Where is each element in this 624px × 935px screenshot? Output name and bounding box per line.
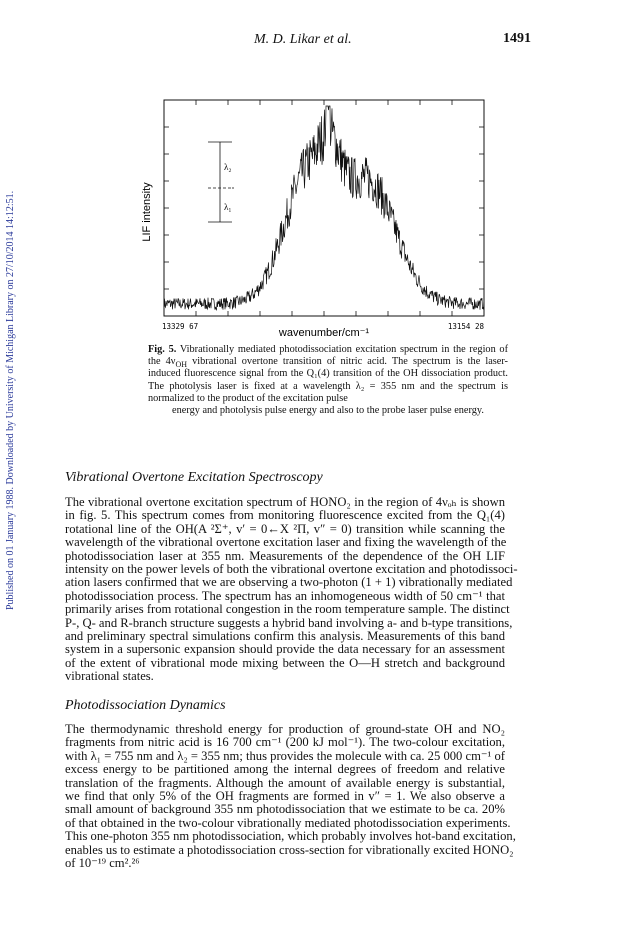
- paragraph-line: primarily arises from rotational congestion in the room temperature sample. The distinct: [65, 602, 510, 617]
- y-axis-label: LIF intensity: [141, 182, 153, 242]
- paragraph-line: rotational line of the OH(A ²Σ⁺, v′ = 0←X ²Π, v″ = 0) transition while scanning the: [65, 521, 505, 536]
- paragraph-line: This one-photon 355 nm photodissociation, which probably involves hot-band excitation,: [65, 829, 516, 844]
- paragraph-line: we find that only 5% of the OH fragments are formed in v″ = 1. We also observe a: [65, 789, 505, 804]
- paragraph-line: excess energy to be partitioned among the internal degrees of freedom and relative: [65, 762, 505, 777]
- wavelength-marker: [208, 142, 236, 222]
- section-body-dynamics: [65, 722, 516, 871]
- spectrum-figure: [0, 0, 624, 340]
- x-tick-label-left: 13329 67: [162, 322, 199, 331]
- caption-line-1: Vibrationally mediated photodissociation excitation spectrum in the region of the 4ν: [148, 344, 509, 368]
- paragraph-line: translation of the fragments. Although the amount of available energy is substantial,: [65, 775, 505, 790]
- lambda1-label: λ₁: [224, 202, 232, 212]
- paragraph-line: P-, Q- and R-branch structure suggests a hybrid band involving a- and b-type transitions,: [65, 615, 513, 630]
- paragraph-line: of 10⁻¹⁹ cm².²⁶: [65, 856, 140, 871]
- caption-line-5: energy and photolysis pulse energy and also to the probe laser pulse energy.: [172, 405, 484, 417]
- page-number: 1491: [503, 31, 531, 46]
- paragraph-line: photodissociation laser at 355 nm. Measurements of the dependence of the OH LIF: [65, 548, 505, 563]
- paragraph-line: fragments from nitric acid is 16 700 cm⁻¹ (200 kJ mol⁻¹). The two-colour excitation,: [65, 735, 505, 750]
- paragraph-line: in fig. 5. This spectrum comes from monitoring fluorescence excited from the Q₁(4): [65, 508, 505, 523]
- paragraph-line: ation lasers confirmed that we are observing a two-photon (1 + 1) vibrationally mediated: [65, 575, 513, 590]
- paragraph-line: small amount of background 355 nm photodissociation that we estimate to be ca. 20%: [65, 802, 505, 817]
- section-heading-overtone: Vibrational Overtone Excitation Spectroscopy: [65, 470, 323, 485]
- x-axis-label: wavenumber/cm⁻¹: [278, 327, 370, 339]
- lambda2-label: λ₂: [224, 162, 232, 172]
- caption-oh-subscript: OH: [175, 360, 188, 370]
- section-heading-dynamics: Photodissociation Dynamics: [65, 698, 226, 713]
- spectrum-trace: [164, 106, 484, 310]
- caption-label: Fig. 5.: [148, 344, 177, 355]
- paragraph-line: and preliminary spectral simulations confirm this analysis. Measurements of this band: [65, 629, 505, 644]
- x-tick-label-right: 13154 28: [447, 322, 484, 331]
- paragraph-line: vibrational states.: [65, 669, 154, 684]
- paragraph-line: wavelength of the vibrational overtone excitation laser and fixing the wavelength of the: [65, 535, 507, 550]
- paragraph-line: system in a supersonic expansion should provide the data necessary for an assessment: [65, 642, 505, 657]
- download-watermark: Published on 01 January 1988. Downloaded by University of Michigan Library on 27/10/2014 14:12:51.: [5, 190, 16, 610]
- paragraph-line: of that obtained in the two-colour vibrationally mediated photodissociation experiments.: [65, 815, 511, 830]
- caption-line-3: from the Q₁(4) transition of the OH dissociation product. The photolysis laser is fixed at a: [148, 368, 508, 392]
- paragraph-line: enables us to estimate a photodissociation cross-section for vibrationally excited HONO₂: [65, 842, 514, 857]
- y-ticks: [164, 127, 484, 289]
- paragraph-line: of the extent of vibrational mode mixing between the O—H stretch and background: [65, 655, 505, 670]
- paragraph-line: photodissociation process. The spectrum has an inhomogeneous width of 50 cm⁻¹ that: [65, 588, 505, 603]
- running-head-authors: M. D. Likar et al.: [254, 32, 352, 47]
- paragraph-line: The thermodynamic threshold energy for production of ground-state OH and NO₂: [65, 722, 505, 736]
- paragraph-line: with λ₁ = 755 nm and λ₂ = 355 nm; thus provides the molecule with ca. 25 000 cm⁻¹ of: [65, 748, 505, 763]
- paragraph-line: intensity on the power levels of both the vibrational overtone excitation and photodissoci-: [65, 562, 518, 577]
- figure-caption: [148, 344, 508, 417]
- caption-line-4: wavelength λ₂ = 355 nm and the spectrum is normalized to the product of the excitation pulse: [148, 380, 508, 404]
- paragraph-line: The vibrational overtone excitation spectrum of HONO₂ in the region of 4νₒₕ is shown: [65, 495, 505, 509]
- caption-line-2: vibrational overtone transition of nitric acid. The spectrum is the laser-induced fluorescence signal: [148, 356, 508, 380]
- section-body-overtone: [65, 495, 518, 684]
